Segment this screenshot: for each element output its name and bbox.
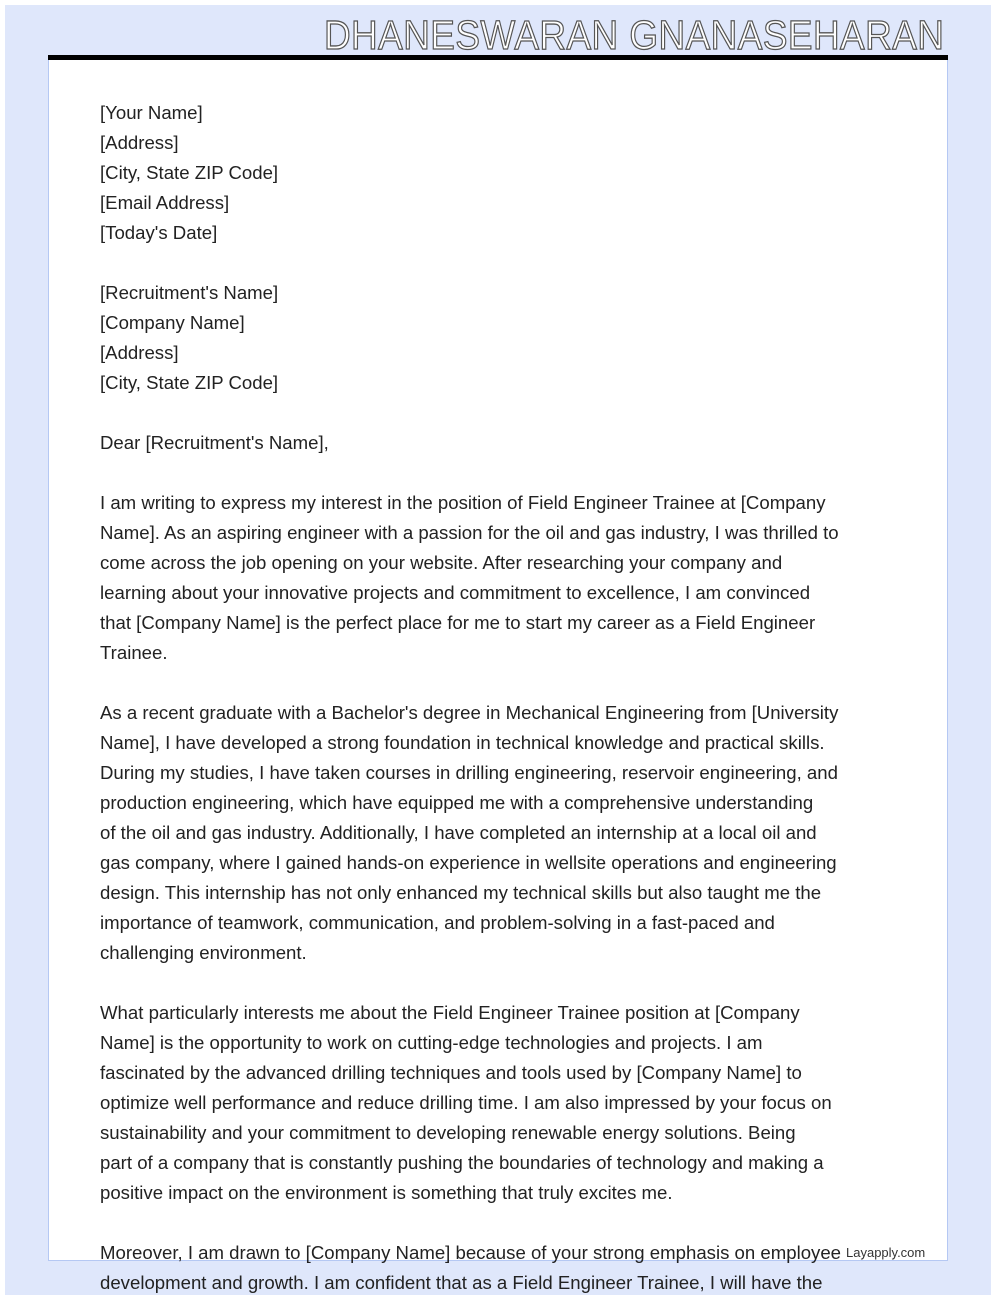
- paragraph-line: sustainability and your commitment to developing renewable energy solutions. Being: [100, 1122, 796, 1143]
- paragraph-line: Name] is the opportunity to work on cutting-edge technologies and projects. I am: [100, 1032, 763, 1053]
- recipient-line: [City, State ZIP Code]: [100, 372, 279, 393]
- paragraph-line: Name]. As an aspiring engineer with a passion for the oil and gas industry, I was thrilled to: [100, 522, 839, 543]
- paragraph-line: Name], I have developed a strong foundation in technical knowledge and practical skills.: [100, 732, 825, 753]
- paragraph-line: design. This internship has not only enhanced my technical skills but also taught me the: [100, 882, 822, 903]
- recipient-line: [Address]: [100, 342, 179, 363]
- recipient-line: [Company Name]: [100, 312, 245, 333]
- paragraph-line: production engineering, which have equipped me with a comprehensive understanding: [100, 792, 814, 813]
- paragraph-line: importance of teamwork, communication, and problem-solving in a fast-paced and: [100, 912, 775, 933]
- letter-body: [100, 98, 841, 1298]
- sender-line: [Today's Date]: [100, 222, 218, 243]
- paragraph: [100, 1238, 841, 1298]
- paragraph-line: that [Company Name] is the perfect place for me to start my career as a Field Engineer: [100, 612, 816, 633]
- paragraph-line: Moreover, I am drawn to [Company Name] because of your strong emphasis on employee: [100, 1242, 842, 1263]
- watermark: Layapply.com: [846, 1245, 926, 1260]
- paragraph-line: As a recent graduate with a Bachelor's degree in Mechanical Engineering from [University: [100, 702, 839, 723]
- paragraph-line: positive impact on the environment is something that truly excites me.: [100, 1182, 673, 1203]
- paragraph-line: fascinated by the advanced drilling techniques and tools used by [Company Name] to: [100, 1062, 802, 1083]
- recipient-block: [100, 278, 841, 398]
- paragraph-line: What particularly interests me about the Field Engineer Trainee position at [Company: [100, 1002, 800, 1023]
- paragraph-line: come across the job opening on your website. After researching your company and: [100, 552, 783, 573]
- paragraph-line: I am writing to express my interest in the position of Field Engineer Trainee at [Company: [100, 492, 826, 513]
- paragraph: [100, 698, 841, 968]
- sender-line: [Address]: [100, 132, 179, 153]
- paragraph: [100, 488, 841, 668]
- salutation: Dear [Recruitment's Name],: [100, 432, 329, 453]
- paragraph-line: challenging environment.: [100, 942, 307, 963]
- sender-line: [Your Name]: [100, 102, 203, 123]
- paragraph-line: learning about your innovative projects and commitment to excellence, I am convinced: [100, 582, 811, 603]
- sender-block: [100, 98, 841, 248]
- paragraph-line: part of a company that is constantly pushing the boundaries of technology and making a: [100, 1152, 824, 1173]
- paragraph-line: of the oil and gas industry. Additionally, I have completed an internship at a local oil and: [100, 822, 817, 843]
- recipient-line: [Recruitment's Name]: [100, 282, 279, 303]
- paragraph-line: During my studies, I have taken courses in drilling engineering, reservoir engineering, and: [100, 762, 838, 783]
- paragraph-line: gas company, where I gained hands-on experience in wellsite operations and engineering: [100, 852, 837, 873]
- sender-line: [Email Address]: [100, 192, 230, 213]
- paragraph-line: development and growth. I am confident that as a Field Engineer Trainee, I will have the: [100, 1272, 823, 1293]
- paragraph: [100, 998, 841, 1208]
- applicant-name-heading: DHANESWARAN GNANASEHARAN: [323, 12, 944, 58]
- paragraph-line: Trainee.: [100, 642, 168, 663]
- paragraph-line: optimize well performance and reduce drilling time. I am also impressed by your focus on: [100, 1092, 832, 1113]
- sender-line: [City, State ZIP Code]: [100, 162, 279, 183]
